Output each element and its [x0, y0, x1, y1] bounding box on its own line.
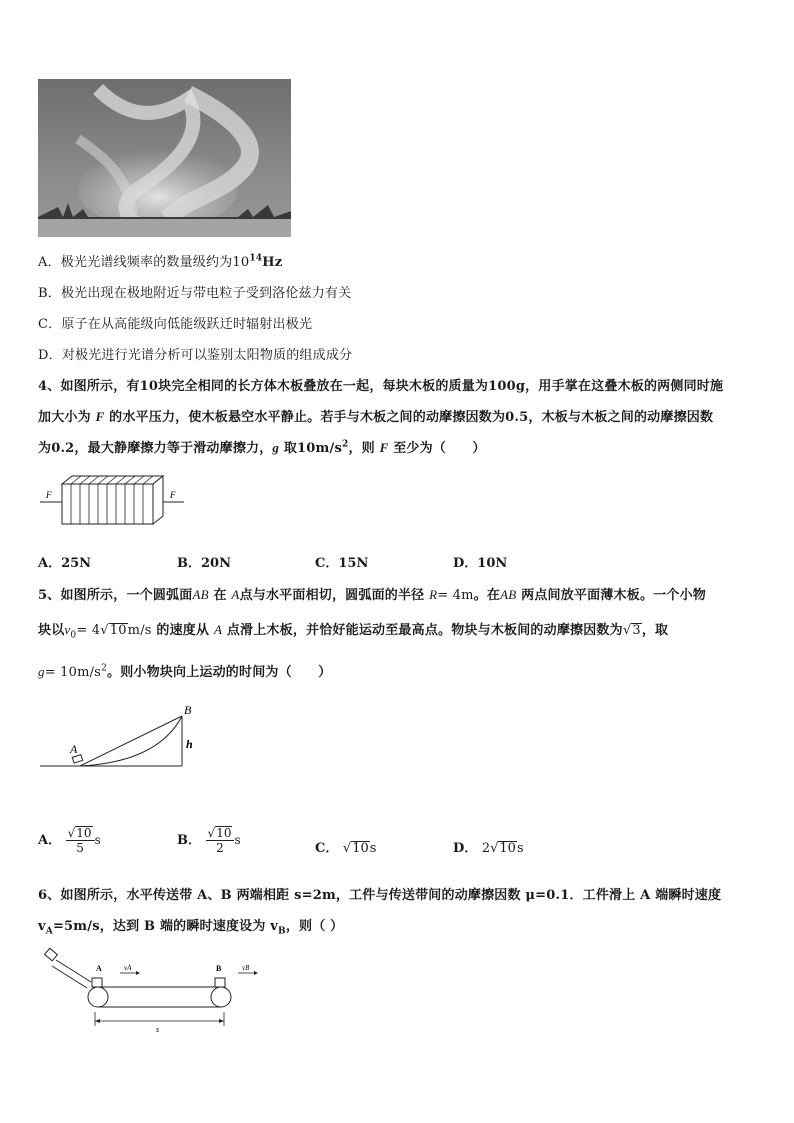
q4-board-figure	[38, 470, 198, 530]
q6-conveyor-svg	[38, 946, 268, 1036]
q4-option-b: B．20N	[177, 556, 231, 571]
q4-label-f-right: F	[170, 490, 176, 500]
q3-option-c: C．原子在从高能级向低能级跃迁时辐射出极光	[38, 317, 313, 332]
q4-option-a: A．25N	[38, 556, 92, 571]
q5-option-a: A． $\frac{√10}{5}$ s	[38, 826, 101, 855]
q6-stem-line1: 6、如图所示，水平传送带 A、B 两端相距 s=2m，工件与传送带间的动摩擦因数 μ=0.1．工件滑上 A 端瞬时速度	[38, 888, 722, 903]
q5-label-a: A	[70, 742, 78, 756]
q4-stem-line3: 为0.2，最大静摩擦力等于滑动摩擦力，g 取$10m/s^2$，则 F 至少为（ ）	[38, 439, 486, 456]
q6-label-va: vA	[124, 964, 132, 972]
q4-option-d: D．10N	[453, 556, 508, 571]
q5-arc-figure	[38, 702, 198, 772]
aurora-photo-svg	[38, 79, 291, 237]
q3-option-b: B．极光出现在极地附近与带电粒子受到洛伦兹力有关	[38, 286, 352, 301]
q5-stem-line3: $g= 10m/s^2$。则小物块向上运动的时间为（ ）	[38, 663, 332, 680]
q4-label-f-left: F	[46, 490, 52, 500]
q6-stem-line2: $v_A=5m/s$，达到 B 端的瞬时速度设为 $v_B$，则（ ）	[38, 919, 344, 937]
q5-label-h: h	[186, 737, 193, 751]
q5-stem-line1: 5、如图所示，一个圆弧面AB 在 A点与水平面相切，圆弧面的半径 R= 4m。在AB 两点间放平面薄木板。一个小物	[38, 587, 706, 603]
q4-option-c: C．15N	[315, 556, 369, 571]
q6-label-vb: vB	[242, 964, 250, 972]
q5-option-c: C． √10s	[315, 841, 377, 856]
q5-label-b: B	[184, 703, 192, 717]
q4-stem-line2: 加大小为 F 的水平压力，使木板悬空水平静止。若手与木板之间的动摩擦因数为0.5，木板与木板之间的动摩擦因数	[38, 409, 714, 425]
q3-option-d: D．对极光进行光谱分析可以鉴别太阳物质的组成成分	[38, 348, 353, 363]
q6-label-s: s	[156, 1025, 160, 1034]
q5-stem-line2: 块以$v_0= 4√10m/s$ 的速度从 A 点滑上木板，并恰好能运动至最高点。物块与木板间的动摩擦因数为√3，取	[38, 622, 669, 641]
q6-label-a: A	[96, 964, 102, 973]
q5-arc-svg	[38, 702, 198, 772]
q5-option-d: D． 2√10s	[453, 841, 524, 856]
q6-label-b: B	[216, 964, 222, 973]
q6-conveyor-figure	[38, 946, 268, 1036]
q4-stem-line1: 4、如图所示，有10块完全相同的长方体木板叠放在一起，每块木板的质量为100g，用手掌在这叠木板的两侧同时施	[38, 379, 724, 394]
q4-board-svg	[38, 470, 198, 530]
q5-option-b: B． $\frac{√10}{2}$ s	[177, 826, 241, 855]
q3-option-a: A．极光光谱线频率的数量级约为$10^{14}Hz$	[38, 253, 283, 270]
aurora-photo	[38, 79, 291, 237]
